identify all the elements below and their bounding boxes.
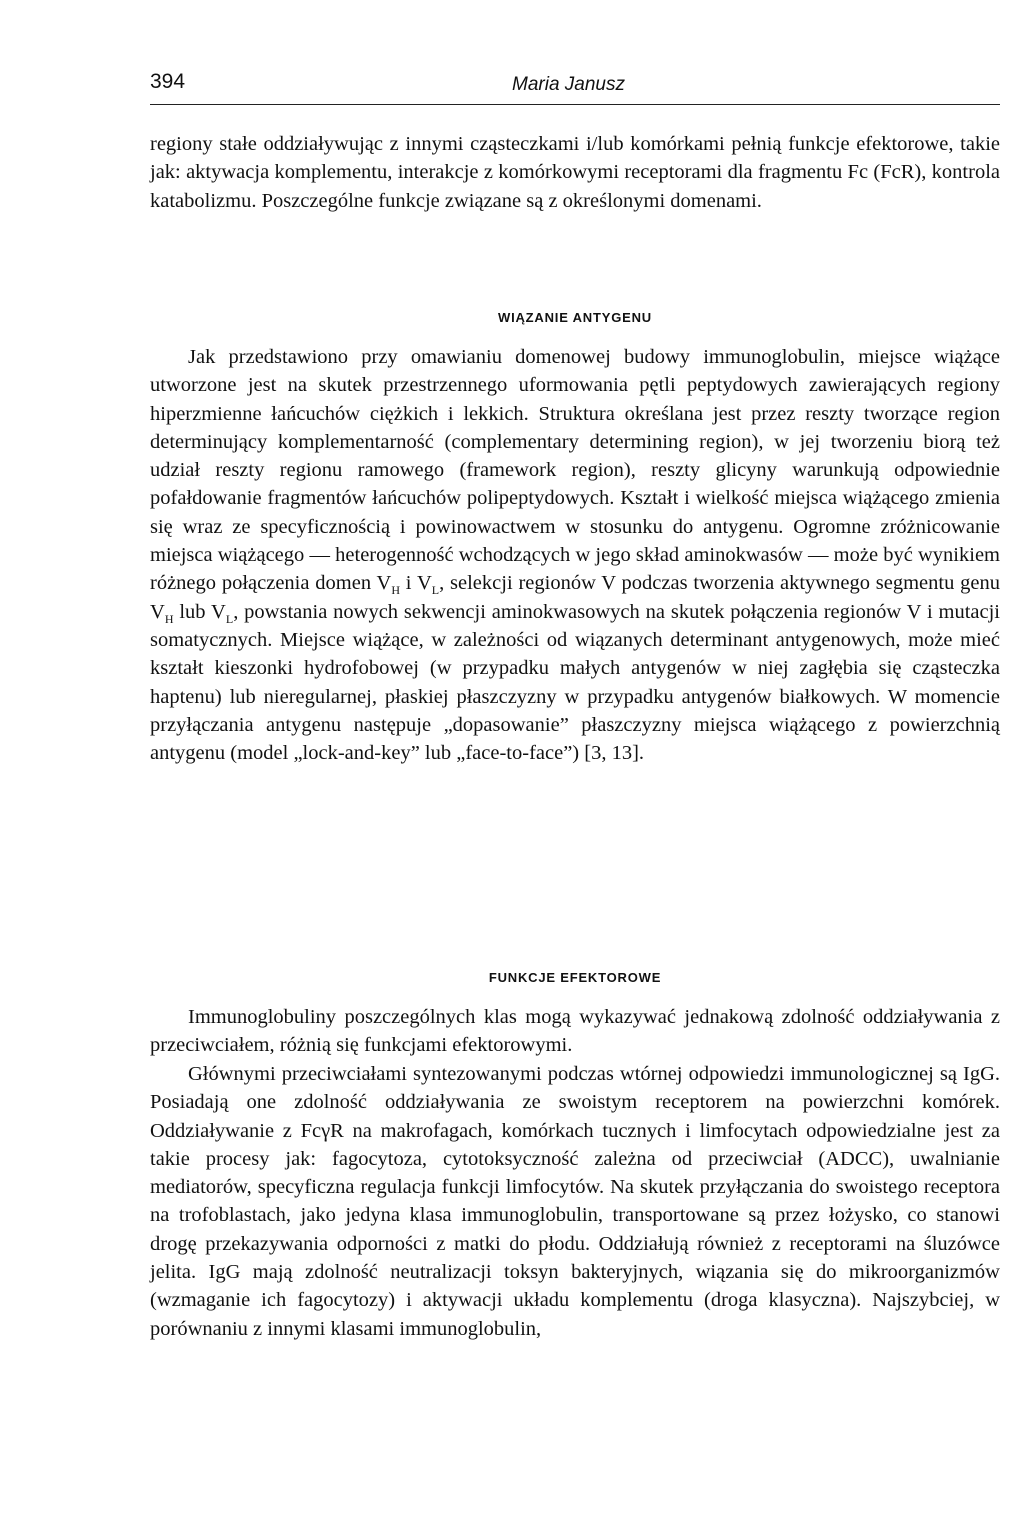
intro-paragraph: regiony stałe oddziaływując z innymi cząsteczkami i/lub komórkami pełnią funkcje efektorowe, takie jak: aktywacja komplementu, interakcje z komórkowymi receptorami dla fragmentu Fc (FcR), kontrola katabolizmu. Poszczególne funkcje związane są z określonymi domenami. [150,133,1000,212]
subscript-h: H [391,583,400,598]
antigen-binding-text-1: Jak przedstawiono przy omawianiu domenowej budowy immunoglobulin, miejsce wiążące utworzone jest na skutek przestrzennego uformowania pętli peptydowych zawierających regiony hiperzmienne łańcuchów ciężkich i lekkich. Struktura określana jest przez reszty tworzące region determinujący komplementarność (complementary determining region), w jej tworzeniu biorą też udział reszty regionu ramowego (framework region), reszty glicyny warunkują odpowiednie pofałdowanie fragmentów łańcuchów polipeptydowych. Kształt i wielkość miejsca wiążącego zmienia się wraz ze specyficznością i powinowactwem w stosunku do antygenu. Ogromne zróżnicowanie miejsca wiążącego — heterogenność wchodzących w jego skład aminokwasów — może być wynikiem różnego połączenia domen V [150,346,1000,595]
section-heading-effector-functions: FUNKCJE EFEKTOROWE [488,970,662,985]
antigen-binding-conjunction: i V [400,572,432,595]
running-header [150,68,1000,105]
effector-paragraph-2: Głównymi przeciwciałami syntezowanymi podczas wtórnej odpowiedzi immunologicznej są IgG. Posiadają one zdolność oddziaływania ze swoistym receptorem na powierzchni komórek. Oddziaływanie z FcγR na makrofagach, komórkach tucznych i limfocytach odpowiedzialne jest za takie procesy jak: fagocytoza, cytotoksyczność zależna od przeciwciał (ADCC), uwalnianie mediatorów, specyficzna regulacja funkcji limfocytów. Na skutek przyłączania do swoistego receptora na trofoblastach, jako jedyna klasa immunoglobulin, transportowane są przez łożysko, co stanowi drogę przekazywania odporności z matki do płodu. Oddziałują również z receptorami na śluzówce jelita. IgG mają zdolność neutralizacji toksyn bakteryjnych, wiązania się do mikroorganizmów (wzmaganie ich fagocytozy) i aktywacji układu komplementu (droga klasyczna). Najszybciej, w porównaniu z innymi klasami immunoglobulin, [150,1063,1000,1340]
section-heading-antigen-binding: WIĄZANIE ANTYGENU [498,310,652,325]
antigen-binding-paragraph [150,343,1000,767]
subscript-l: L [431,583,440,598]
subscript-h-2: H [164,611,174,626]
antigen-binding-or: lub V [173,600,226,623]
effector-paragraph-1: Immunoglobuliny poszczególnych klas mogą wykazywać jednakową zdolność oddziaływania z przeciwciałem, różnią się funkcjami efektorowymi. [150,1006,1000,1057]
antigen-binding-text-3: , powstania nowych sekwencji aminokwasowych na skutek połączenia regionów V i mutacji somatycznych. Miejsce wiążące, w zależności od wiązanych determinant antygenowych, może mieć kształt kieszonki hydrofobowej (w przypadku małych antygenów w niej zagłębia się cząsteczka haptenu) lub nieregularnej, płaskiej płaszczyzny w przypadku antygenów białkowych. W momencie przyłączania antygenu następuje „dopasowanie” płaszczyzny miejsca wiążącego z powierzchnią antygenu (model „lock-and-key” lub „face-to-face”) [3, 13]. [150,600,1000,765]
subscript-l-2: L [225,611,234,626]
author-running-head: Maria Janusz [512,74,625,95]
antigen-binding-text-2: , selekcji regionów V podczas tworzenia aktywnego segmentu genu V [150,572,1000,623]
page-number: 394 [150,70,186,93]
